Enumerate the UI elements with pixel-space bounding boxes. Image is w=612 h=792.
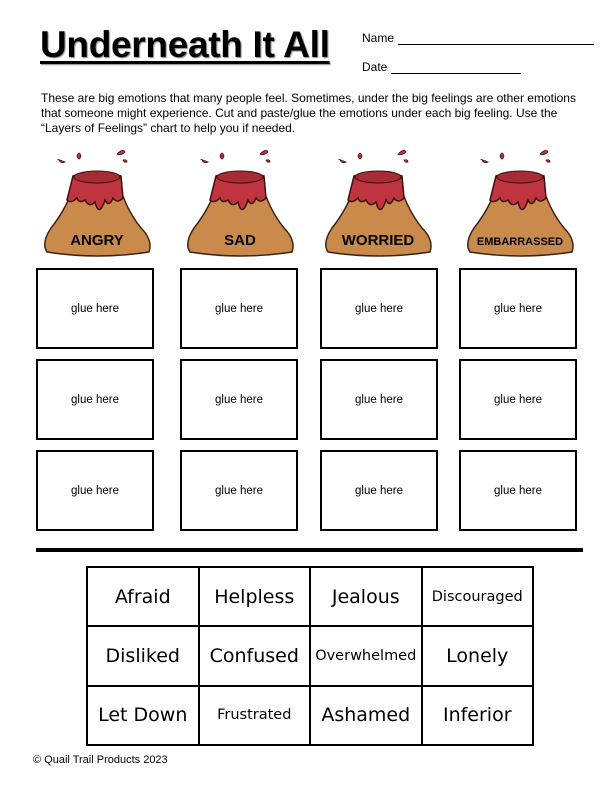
word-card[interactable]: Inferior xyxy=(422,686,534,745)
glue-label: glue here xyxy=(355,393,403,406)
glue-label: glue here xyxy=(215,393,263,406)
worksheet-title: Underneath It All xyxy=(40,24,330,65)
word-card[interactable]: Overwhelmed xyxy=(310,626,422,685)
glue-box[interactable] xyxy=(180,359,298,440)
glue-box[interactable] xyxy=(180,268,298,349)
glue-label: glue here xyxy=(494,484,542,497)
volcano-angry xyxy=(37,148,157,258)
glue-box[interactable] xyxy=(459,268,577,349)
glue-label: glue here xyxy=(71,393,119,406)
glue-label: glue here xyxy=(494,302,542,315)
emotion-label: ANGRY xyxy=(70,232,124,249)
glue-box[interactable] xyxy=(320,268,438,349)
glue-box[interactable] xyxy=(320,450,438,531)
glue-box[interactable] xyxy=(180,450,298,531)
word-card[interactable]: Jealous xyxy=(310,567,422,626)
glue-box[interactable] xyxy=(36,359,154,440)
name-label: Name xyxy=(362,31,395,45)
date-label: Date xyxy=(362,60,388,74)
word-card[interactable]: Helpless xyxy=(199,567,311,626)
emotion-label: SAD xyxy=(224,232,256,249)
volcano-embarrassed xyxy=(460,148,580,258)
copyright: © Quail Trail Products 2023 xyxy=(33,754,168,766)
glue-box[interactable] xyxy=(36,268,154,349)
word-card[interactable]: Discouraged xyxy=(422,567,534,626)
glue-box[interactable] xyxy=(320,359,438,440)
glue-label: glue here xyxy=(494,393,542,406)
volcano-sad xyxy=(180,148,300,258)
glue-label: glue here xyxy=(215,302,263,315)
word-card[interactable]: Ashamed xyxy=(310,686,422,745)
emotion-label: WORRIED xyxy=(341,232,415,249)
glue-label: glue here xyxy=(71,302,119,315)
glue-box[interactable] xyxy=(459,450,577,531)
word-card[interactable]: Afraid xyxy=(87,567,199,626)
glue-label: glue here xyxy=(355,484,403,497)
word-card[interactable]: Disliked xyxy=(87,626,199,685)
emotion-label: EMBARRASSED xyxy=(476,236,564,248)
word-card[interactable]: Frustrated xyxy=(199,686,311,745)
glue-label: glue here xyxy=(71,484,119,497)
word-card[interactable]: Let Down xyxy=(87,686,199,745)
word-card[interactable]: Confused xyxy=(199,626,311,685)
glue-label: glue here xyxy=(215,484,263,497)
volcano-worried xyxy=(318,148,438,258)
divider xyxy=(36,548,583,552)
glue-box[interactable] xyxy=(459,359,577,440)
word-cards xyxy=(86,566,534,746)
date-field[interactable] xyxy=(362,60,521,74)
glue-label: glue here xyxy=(355,302,403,315)
instructions: These are big emotions that many people feel. Sometimes, under the big feelings are other emotions that someone might experience. Cut and paste/glue the emotions under each big feeling. Use the “Layers of Feelings” chart to help you if needed. xyxy=(41,91,576,135)
name-field[interactable] xyxy=(362,31,594,45)
glue-box[interactable] xyxy=(36,450,154,531)
word-card[interactable]: Lonely xyxy=(422,626,534,685)
